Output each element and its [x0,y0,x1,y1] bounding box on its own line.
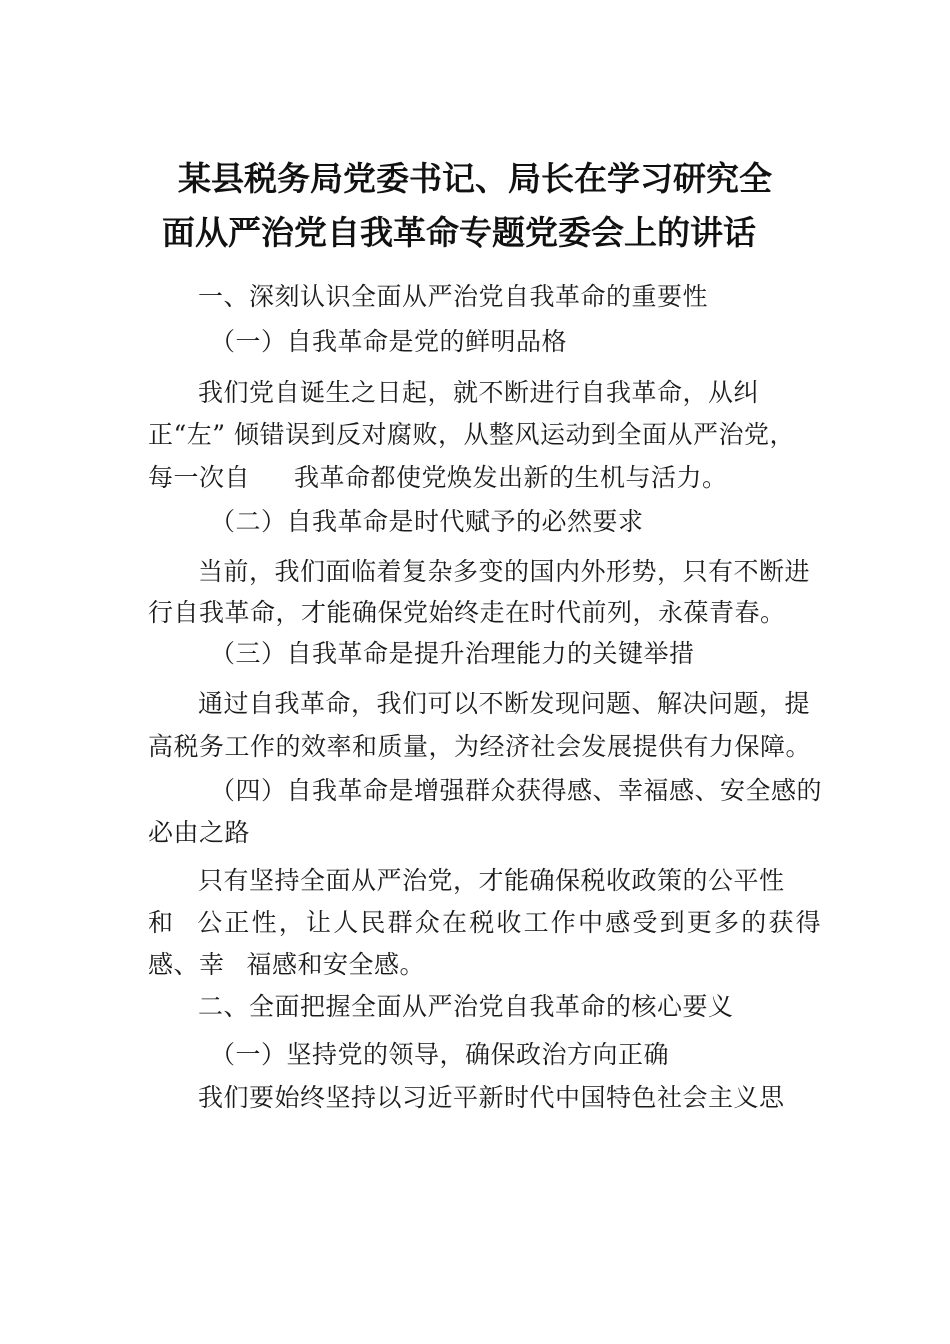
paragraph-line: 正“左” 倾错误到反对腐败，从整风运动到全面从严治党， [148,420,796,449]
paragraph-fragment: 福感和安全感。 [246,950,426,979]
s1-subsection-1-heading: （一）自我革命是党的鲜明品格 [210,327,568,356]
paragraph-fragment: 和 [148,908,176,937]
section-1-heading: 一、深刻认识全面从严治党自我革命的重要性 [198,282,709,311]
s1-subsection-3-heading: （三）自我革命是提升治理能力的关键举措 [210,639,695,668]
paragraph-line: 只有坚持全面从严治党，才能确保税收政策的公平性 [198,866,785,895]
paragraph-line: 通过自我革命，我们可以不断发现问题、解决问题，提 [198,689,811,718]
paragraph-line: 我们党自诞生之日起，就不断进行自我革命，从纠 [198,378,760,407]
s1-subsection-4-heading-cont: 必由之路 [148,818,251,847]
title-line-2: 面从严治党自我革命专题党委会上的讲话 [162,213,756,252]
s1-subsection-4-heading: （四）自我革命是增强群众获得感、幸福感、安全感的 [210,776,823,805]
paragraph-fragment: 我革命都使党焕发出新的生机与活力。 [294,463,728,492]
s2-subsection-1-heading: （一）坚持党的领导，确保政治方向正确 [210,1040,670,1069]
title-line-1: 某县税务局党委书记、局长在学习研究全 [178,159,772,198]
paragraph-line: 行自我革命，才能确保党始终走在时代前列，永葆青春。 [148,598,786,627]
s1-subsection-2-heading: （二）自我革命是时代赋予的必然要求 [210,507,644,536]
section-2-heading: 二、全面把握全面从严治党自我革命的核心要义 [198,992,734,1021]
document-title [150,152,810,260]
paragraph-fragment: 感、幸 [148,950,225,979]
paragraph-line [148,950,425,980]
paragraph-fragment: 公正性，让人民群众在税收工作中感受到更多的获得 [197,908,823,937]
paragraph-line: 我们要始终坚持以习近平新时代中国特色社会主义思 [198,1083,785,1112]
paragraph-line [148,463,728,493]
paragraph-line: 当前，我们面临着复杂多变的国内外形势，只有不断进 [198,557,811,586]
paragraph-fragment: 每一次自 [148,463,251,492]
paragraph-line [148,908,823,938]
paragraph-line: 高税务工作的效率和质量，为经济社会发展提供有力保障。 [148,732,812,761]
